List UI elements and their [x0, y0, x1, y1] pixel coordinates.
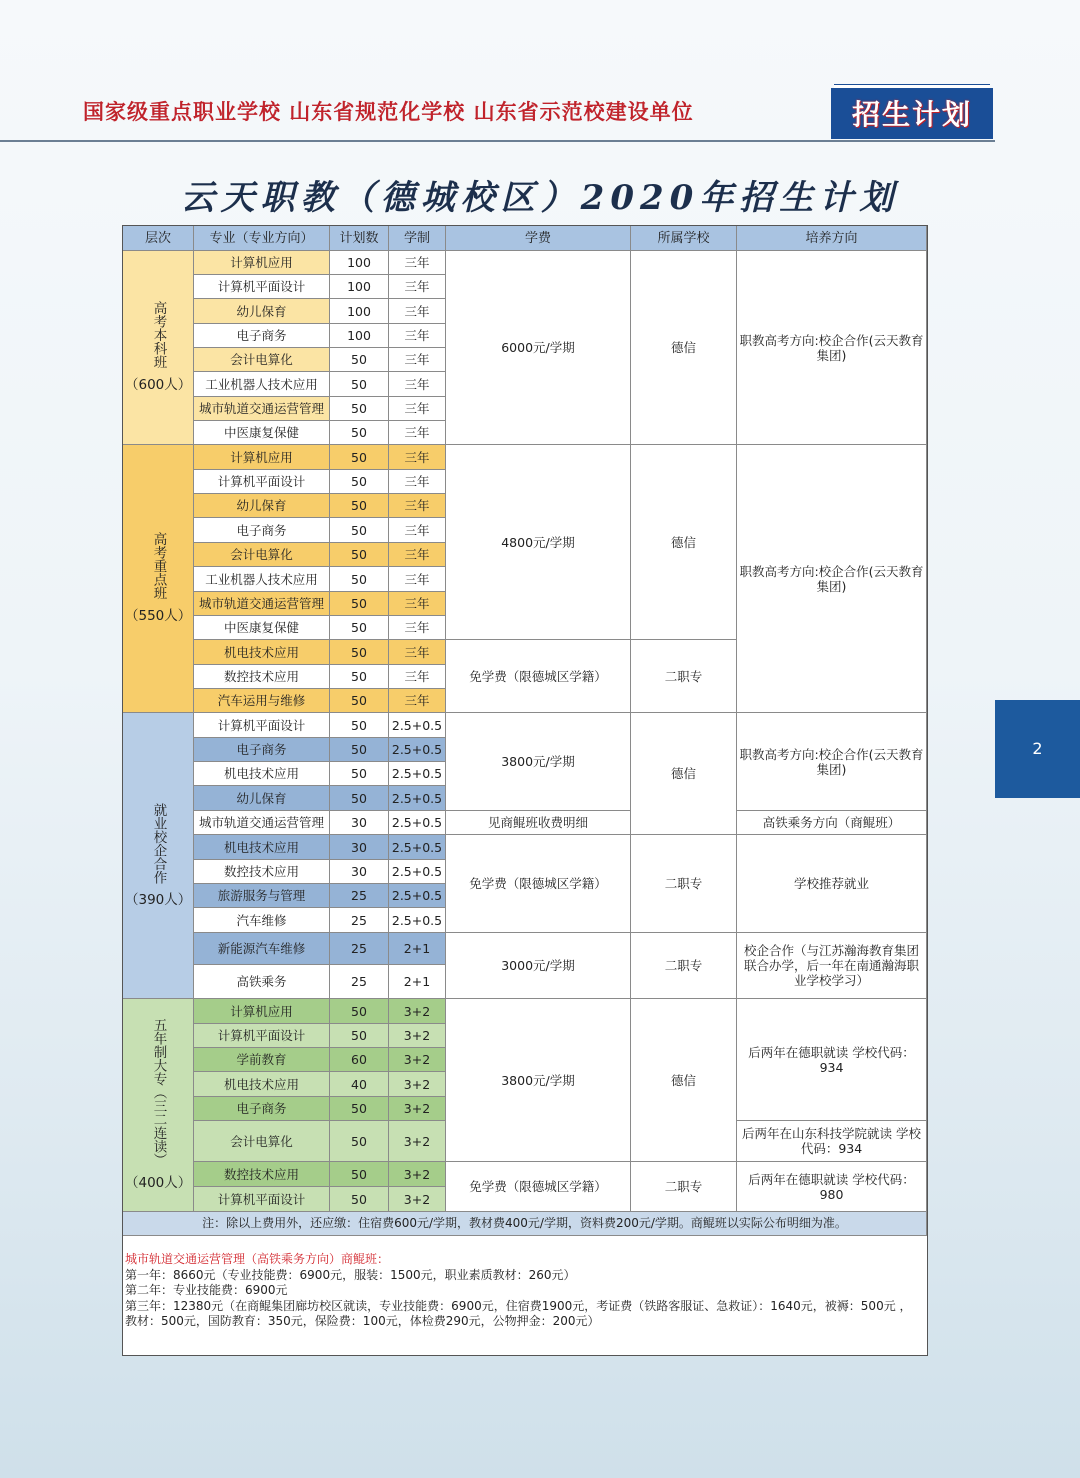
plan-cell: 25	[330, 884, 389, 908]
direction-cell: 高铁乘务方向（商鲲班）	[737, 811, 927, 835]
years-cell: 2.5+0.5	[389, 884, 446, 908]
years-cell: 三年	[389, 665, 446, 689]
years-cell: 2.5+0.5	[389, 860, 446, 884]
section-badge-label: 招生计划	[851, 98, 972, 131]
plan-cell: 50	[330, 445, 389, 470]
plan-cell: 50	[330, 397, 389, 421]
years-cell: 三年	[389, 299, 446, 324]
plan-cell: 50	[330, 1121, 389, 1162]
plan-cell: 25	[330, 965, 389, 999]
header-cell: 计划数	[330, 226, 389, 251]
plan-cell: 50	[330, 713, 389, 738]
major-cell: 计算机应用	[194, 999, 330, 1024]
school-cell: 德信	[631, 251, 737, 445]
years-cell: 3+2	[389, 1097, 446, 1121]
years-cell: 三年	[389, 616, 446, 640]
level-total: （390人）	[125, 891, 192, 908]
years-cell: 3+2	[389, 999, 446, 1024]
plan-cell: 50	[330, 421, 389, 445]
plan-cell: 50	[330, 567, 389, 592]
major-cell: 汽车维修	[194, 908, 330, 933]
years-cell: 3+2	[389, 1187, 446, 1212]
major-cell: 幼儿保育	[194, 494, 330, 518]
major-cell: 电子商务	[194, 518, 330, 543]
years-cell: 三年	[389, 494, 446, 518]
school-cell: 德信	[631, 713, 737, 835]
level-cell	[123, 251, 194, 445]
years-cell: 三年	[389, 518, 446, 543]
major-cell: 电子商务	[194, 324, 330, 348]
plan-cell: 50	[330, 1097, 389, 1121]
years-cell: 3+2	[389, 1121, 446, 1162]
school-cell: 二职专	[631, 835, 737, 933]
years-cell: 2.5+0.5	[389, 738, 446, 762]
school-cell: 德信	[631, 445, 737, 640]
school-cell: 二职专	[631, 933, 737, 999]
major-cell: 计算机平面设计	[194, 1187, 330, 1212]
major-cell: 机电技术应用	[194, 1072, 330, 1097]
school-cell: 德信	[631, 999, 737, 1162]
header-cell: 学制	[389, 226, 446, 251]
direction-cell: 后两年在德职就读 学校代码：980	[737, 1162, 927, 1212]
years-cell: 2.5+0.5	[389, 811, 446, 835]
years-cell: 三年	[389, 397, 446, 421]
school-cell: 二职专	[631, 1162, 737, 1212]
major-cell: 学前教育	[194, 1048, 330, 1072]
level-total: （400人）	[125, 1174, 192, 1191]
years-cell: 3+2	[389, 1072, 446, 1097]
plan-cell: 30	[330, 860, 389, 884]
plan-cell: 50	[330, 592, 389, 616]
direction-cell: 职教高考方向:校企合作(云天教育集团)	[737, 251, 927, 445]
header-cell: 层次	[123, 226, 194, 251]
plan-cell: 50	[330, 543, 389, 567]
major-cell: 中医康复保健	[194, 421, 330, 445]
years-cell: 3+2	[389, 1162, 446, 1187]
major-cell: 电子商务	[194, 1097, 330, 1121]
fee-cell: 3000元/学期	[446, 933, 631, 999]
fee-cell: 6000元/学期	[446, 251, 631, 445]
fee-cell: 免学费（限德城区学籍）	[446, 835, 631, 933]
plan-cell: 30	[330, 811, 389, 835]
major-cell: 城市轨道交通运营管理	[194, 397, 330, 421]
years-cell: 2.5+0.5	[389, 713, 446, 738]
years-cell: 三年	[389, 470, 446, 494]
major-cell: 高铁乘务	[194, 965, 330, 999]
plan-cell: 25	[330, 933, 389, 965]
plan-cell: 50	[330, 470, 389, 494]
fee-details-heading: 城市轨道交通运营管理（高铁乘务方向）商鲲班：	[125, 1252, 390, 1266]
level-name: 高考重点班	[150, 532, 167, 600]
level-total: （600人）	[125, 376, 192, 393]
level-name: 就业校企合作	[150, 802, 167, 884]
major-cell: 电子商务	[194, 738, 330, 762]
major-cell: 机电技术应用	[194, 640, 330, 665]
level-name: 高考本科班	[150, 301, 167, 369]
plan-cell: 50	[330, 372, 389, 397]
plan-cell: 100	[330, 275, 389, 299]
years-cell: 三年	[389, 592, 446, 616]
plan-cell: 30	[330, 835, 389, 860]
page-number-tab: 2	[995, 700, 1080, 798]
major-cell: 汽车运用与维修	[194, 689, 330, 713]
level-cell	[123, 445, 194, 713]
major-cell: 会计电算化	[194, 348, 330, 372]
fee-cell: 见商鲲班收费明细	[446, 811, 631, 835]
plan-cell: 60	[330, 1048, 389, 1072]
level-cell	[123, 713, 194, 999]
fee-details-year3: 第三年：12380元（在商鲲集团廊坊校区就读，专业技能费：6900元，住宿费1900元，考证费（铁路客服证、急救证）：1640元，被褥：500元 ，教材：500元，国防教育：350元，保险费：100元，体检费290元，公物押金：200元）	[125, 1298, 912, 1328]
years-cell: 三年	[389, 324, 446, 348]
years-cell: 3+2	[389, 1048, 446, 1072]
fee-cell: 免学费（限德城区学籍）	[446, 1162, 631, 1212]
years-cell: 2+1	[389, 933, 446, 965]
major-cell: 幼儿保育	[194, 299, 330, 324]
direction-cell: 职教高考方向:校企合作(云天教育集团)	[737, 445, 927, 713]
plan-cell: 50	[330, 494, 389, 518]
fee-cell: 3800元/学期	[446, 713, 631, 811]
section-badge	[831, 88, 993, 139]
years-cell: 三年	[389, 689, 446, 713]
school-motto: 国家级重点职业学校 山东省规范化学校 山东省示范校建设单位	[83, 99, 694, 124]
years-cell: 三年	[389, 251, 446, 275]
header-cell: 学费	[446, 226, 631, 251]
fee-cell: 免学费（限德城区学籍）	[446, 640, 631, 713]
major-cell: 城市轨道交通运营管理	[194, 592, 330, 616]
years-cell: 三年	[389, 275, 446, 299]
major-cell: 会计电算化	[194, 543, 330, 567]
major-cell: 机电技术应用	[194, 835, 330, 860]
years-cell: 2.5+0.5	[389, 762, 446, 786]
major-cell: 计算机平面设计	[194, 470, 330, 494]
major-cell: 计算机平面设计	[194, 713, 330, 738]
years-cell: 三年	[389, 372, 446, 397]
major-cell: 数控技术应用	[194, 1162, 330, 1187]
plan-cell: 50	[330, 1024, 389, 1048]
major-cell: 幼儿保育	[194, 786, 330, 811]
years-cell: 三年	[389, 567, 446, 592]
major-cell: 城市轨道交通运营管理	[194, 811, 330, 835]
plan-cell: 100	[330, 299, 389, 324]
years-cell: 三年	[389, 640, 446, 665]
fee-cell: 3800元/学期	[446, 999, 631, 1162]
direction-cell: 后两年在德职就读 学校代码：934	[737, 999, 927, 1121]
major-cell: 中医康复保健	[194, 616, 330, 640]
major-cell: 机电技术应用	[194, 762, 330, 786]
years-cell: 三年	[389, 543, 446, 567]
plan-cell: 50	[330, 689, 389, 713]
page-title: 云天职教（德城校区）2020年招生计划	[180, 178, 900, 218]
direction-cell: 职教高考方向:校企合作(云天教育集团)	[737, 713, 927, 811]
years-cell: 三年	[389, 421, 446, 445]
years-cell: 3+2	[389, 1024, 446, 1048]
table-note: 注：除以上费用外，还应缴：住宿费600元/学期，教材费400元/学期，资料费200元/学期。商鲲班以实际公布明细为准。	[123, 1212, 927, 1236]
major-cell: 数控技术应用	[194, 665, 330, 689]
header-cell: 专业（专业方向）	[194, 226, 330, 251]
major-cell: 计算机平面设计	[194, 275, 330, 299]
major-cell: 会计电算化	[194, 1121, 330, 1162]
plan-cell: 50	[330, 1162, 389, 1187]
fee-details-year2: 第二年：专业技能费：6900元	[125, 1283, 288, 1297]
level-name: 五年制大专（三二连读）	[150, 1018, 167, 1167]
years-cell: 2+1	[389, 965, 446, 999]
header-cell: 所属学校	[631, 226, 737, 251]
major-cell: 工业机器人技术应用	[194, 567, 330, 592]
plan-cell: 50	[330, 616, 389, 640]
school-cell: 二职专	[631, 640, 737, 713]
years-cell: 2.5+0.5	[389, 835, 446, 860]
plan-cell: 40	[330, 1072, 389, 1097]
major-cell: 数控技术应用	[194, 860, 330, 884]
direction-cell: 学校推荐就业	[737, 835, 927, 933]
fee-details	[123, 1236, 927, 1355]
level-total: （550人）	[125, 607, 192, 624]
years-cell: 2.5+0.5	[389, 908, 446, 933]
direction-cell: 后两年在山东科技学院就读 学校代码：934	[737, 1121, 927, 1162]
header-cell: 培养方向	[737, 226, 927, 251]
plan-cell: 50	[330, 1187, 389, 1212]
major-cell: 计算机应用	[194, 445, 330, 470]
years-cell: 2.5+0.5	[389, 786, 446, 811]
years-cell: 三年	[389, 445, 446, 470]
plan-cell: 50	[330, 518, 389, 543]
plan-cell: 50	[330, 665, 389, 689]
plan-cell: 50	[330, 348, 389, 372]
plan-cell: 50	[330, 762, 389, 786]
direction-cell: 校企合作（与江苏瀚海教育集团联合办学，后一年在南通瀚海职业学校学习）	[737, 933, 927, 999]
fee-details-year1: 第一年：8660元（专业技能费：6900元，服装：1500元，职业素质教材：260元）	[125, 1267, 576, 1282]
enrollment-table	[122, 225, 928, 1356]
plan-cell: 100	[330, 251, 389, 275]
fee-cell: 4800元/学期	[446, 445, 631, 640]
plan-cell: 50	[330, 999, 389, 1024]
major-cell: 计算机平面设计	[194, 1024, 330, 1048]
years-cell: 三年	[389, 348, 446, 372]
level-cell	[123, 999, 194, 1212]
major-cell: 新能源汽车维修	[194, 933, 330, 965]
major-cell: 旅游服务与管理	[194, 884, 330, 908]
plan-cell: 100	[330, 324, 389, 348]
major-cell: 计算机应用	[194, 251, 330, 275]
plan-cell: 25	[330, 908, 389, 933]
header-divider	[0, 140, 995, 142]
major-cell: 工业机器人技术应用	[194, 372, 330, 397]
plan-cell: 50	[330, 640, 389, 665]
plan-cell: 50	[330, 738, 389, 762]
plan-cell: 50	[330, 786, 389, 811]
